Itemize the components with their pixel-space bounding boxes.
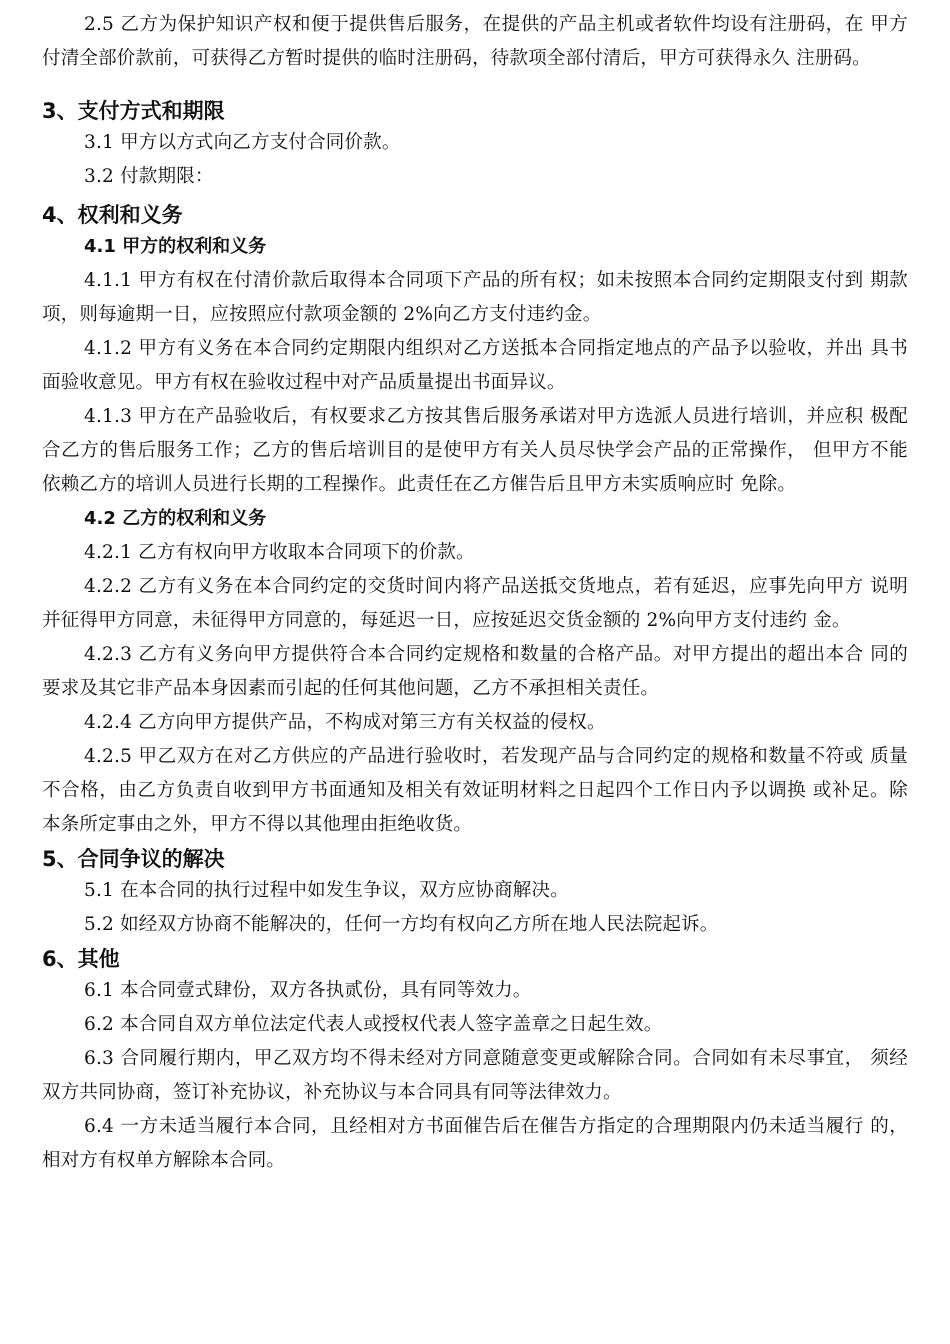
clause-4-2-4: 4.2.4 乙方向甲方提供产品，不构成对第三方有关权益的侵权。 — [84, 712, 606, 733]
clause-4-2-1: 4.2.1 乙方有权向甲方收取本合同项下的价款。 — [84, 542, 475, 563]
section-3-title: 3、支付方式和期限 — [42, 99, 225, 123]
clause-5-2: 5.2 如经双方协商不能解决的，任何一方均有权向乙方所在地人民法院起诉。 — [84, 914, 719, 935]
contract-page — [42, 0, 908, 1178]
clause-5-1: 5.1 在本合同的执行过程中如发生争议，双方应协商解决。 — [84, 880, 569, 901]
section-4-title: 4、权利和义务 — [42, 203, 183, 227]
clause-4-2-2: 4.2.2 乙方有义务在本合同约定的交货时间内将产品送抵交货地点，若有延迟，应事先向甲方 说明并征得甲方同意，未征得甲方同意的，每延迟一日，应按延迟交货金额的 2%向甲方支付违约 金。 — [42, 576, 908, 631]
subsection-4-2-title: 4.2 乙方的权利和义务 — [84, 508, 267, 529]
clause-4-1-2: 4.1.2 甲方有义务在本合同约定期限内组织对乙方送抵本合同指定地点的产品予以验收，并出 具书面验收意见。甲方有权在验收过程中对产品质量提出书面异议。 — [42, 338, 908, 393]
clause-6-4: 6.4 一方未适当履行本合同，且经相对方书面催告后在催告方指定的合理期限内仍未适当履行 的，相对方有权单方解除本合同。 — [42, 1116, 908, 1171]
clause-6-3: 6.3 合同履行期内，甲乙双方均不得未经对方同意随意变更或解除合同。合同如有未尽事宜， 须经双方共同协商，签订补充协议，补充协议与本合同具有同等法律效力。 — [42, 1048, 908, 1103]
section-5-title: 5、合同争议的解决 — [42, 847, 225, 871]
subsection-4-1-title: 4.1 甲方的权利和义务 — [84, 236, 267, 257]
clause-3-2: 3.2 付款期限： — [84, 166, 214, 187]
clause-4-2-3: 4.2.3 乙方有义务向甲方提供符合本合同约定规格和数量的合格产品。对甲方提出的超出本合 同的要求及其它非产品本身因素而引起的任何其他问题，乙方不承担相关责任。 — [42, 644, 908, 699]
clause-3-1: 3.1 甲方以方式向乙方支付合同价款。 — [84, 132, 401, 153]
clause-4-2-5: 4.2.5 甲乙双方在对乙方供应的产品进行验收时，若发现产品与合同约定的规格和数量不符或 质量不合格，由乙方负责自收到甲方书面通知及相关有效证明材料之日起四个工作日内予以调换 或补足。除本条所定事由之外，甲方不得以其他理由拒绝收货。 — [42, 746, 908, 835]
clause-6-1: 6.1 本合同壹式肆份，双方各执贰份，具有同等效力。 — [84, 980, 532, 1001]
clause-4-1-1: 4.1.1 甲方有权在付清价款后取得本合同项下产品的所有权；如未按照本合同约定期限支付到 期款项，则每逾期一日，应按照应付款项金额的 2%向乙方支付违约金。 — [42, 270, 908, 325]
clause-6-2: 6.2 本合同自双方单位法定代表人或授权代表人签字盖章之日起生效。 — [84, 1014, 663, 1035]
clause-4-1-3: 4.1.3 甲方在产品验收后，有权要求乙方按其售后服务承诺对甲方选派人员进行培训，并应积 极配合乙方的售后服务工作；乙方的售后培训目的是使甲方有关人员尽快学会产品的正常操作， 但甲方不能依赖乙方的培训人员进行长期的工程操作。此责任在乙方催告后且甲方未实质响应时 免除。 — [42, 406, 908, 495]
section-6-title: 6、其他 — [42, 947, 120, 971]
clause-2-5: 2.5 乙方为保护知识产权和便于提供售后服务，在提供的产品主机或者软件均设有注册码，在 甲方付清全部价款前，可获得乙方暂时提供的临时注册码，待款项全部付清后，甲方可获得永久 注册码。 — [42, 14, 908, 69]
